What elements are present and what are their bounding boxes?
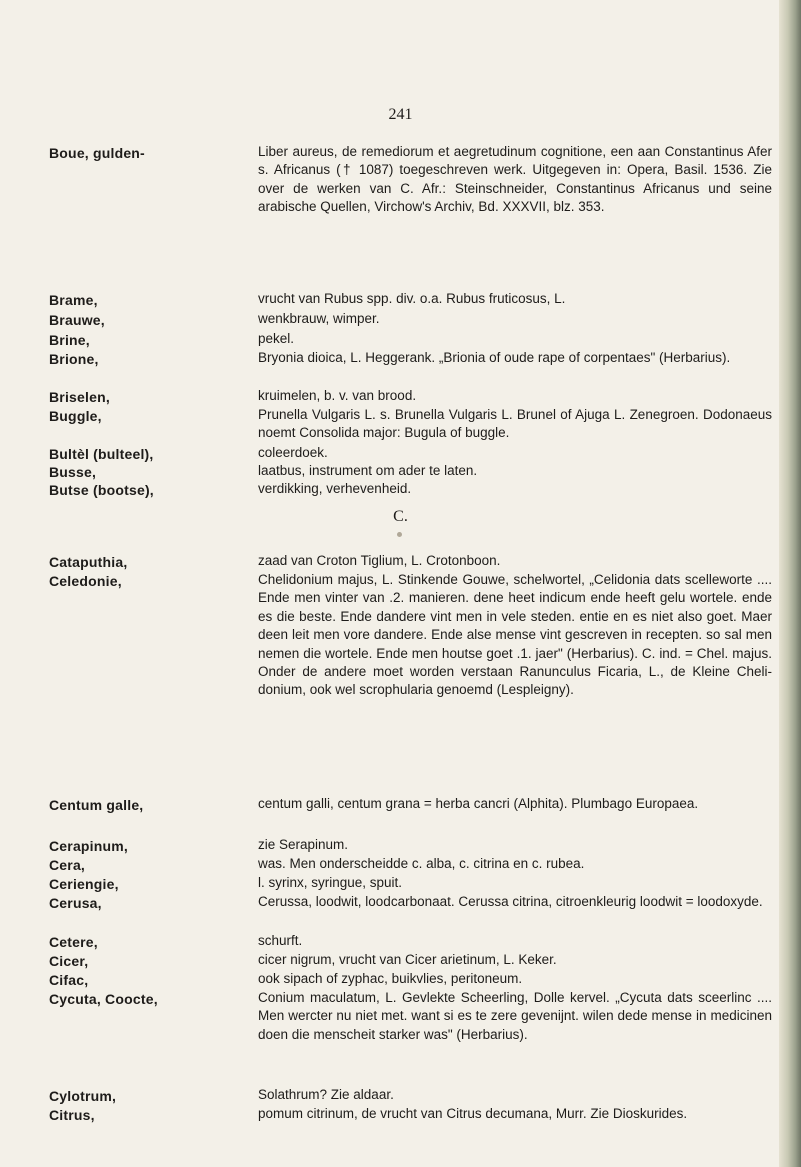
entry-term: Centum galle,: [49, 797, 144, 813]
entry-term: Citrus,: [49, 1107, 95, 1123]
entry-term: Brine,: [49, 332, 90, 348]
entry-definition: coleerdoek.: [258, 445, 328, 460]
entry-term: Brione,: [49, 351, 99, 367]
entry-term: Cycuta, Coocte,: [49, 991, 158, 1007]
entry-definition: Bryonia dioica, L. Heggerank. „Brionia of oude rape of corpentaes" (Herbarius).: [258, 350, 731, 365]
entry-term: Cicer,: [49, 953, 89, 969]
entry-definition: was. Men onderscheidde c. alba, c. citrina en c. rubea.: [258, 856, 585, 871]
entry-term: Cerapinum,: [49, 838, 129, 854]
entry-definition: Cerussa, loodwit, loodcarbonaat. Cerussa citrina, citroenkleurig loodwit = loodoxyde.: [258, 894, 763, 909]
section-heading: C.: [393, 508, 408, 525]
entry-definition: pomum citrinum, de vrucht van Citrus decumana, Murr. Zie Dioskurides.: [258, 1106, 688, 1121]
printer-mark: [397, 532, 402, 537]
entry-definition: zaad van Croton Tiglium, L. Crotonboon.: [258, 553, 501, 568]
entry-definition: Chelidonium majus, L. Stinkende Gouwe, schelwortel, „Celidonia dats scelleworte .... Ende men vinter van .2. manieren. dene heet indicum ende heeft gelu wortele. ende es die beste. Ende dandere vint men in vele steden. entie en es niet also goet. Maer deen leit men vore dandere. Ende alse mense vint gescreven in recepten. so sal men nemen die wortele. Ende men houtse goet .1. jaer" (Herbarius). C. ind. = Chel. majus. Onder de andere moet worden verstaan Ranunculus Ficaria, L., de Kleine Chelidonium, ook wel scrophularia genoemd (Lespleigny).: [258, 572, 772, 698]
entry-term: Brauwe,: [49, 312, 105, 328]
entry-definition: centum galli, centum grana = herba cancri (Alphita). Plumbago Europaea.: [258, 796, 699, 811]
entry-term: Buggle,: [49, 408, 102, 424]
entry-term: Butse (bootse),: [49, 482, 154, 498]
entry-term: Brame,: [49, 292, 98, 308]
entry-definition: ook sipach of zyphac, buikvlies, peritoneum.: [258, 971, 523, 986]
entry-term: Cerusa,: [49, 895, 102, 911]
entry-definition: verdikking, verhevenheid.: [258, 481, 412, 496]
entry-term: Cifac,: [49, 972, 89, 988]
entry-definition: Conium maculatum, L. Gevlekte Scheerling, Dolle kervel. „Cycuta dats sceerlinc .... Men wercter nu niet met. want si es te zere gevenijnt. wilen dede mense in medicinen doen die menscheit starker was" (Herbarius).: [258, 990, 772, 1042]
entry-definition: kruimelen, b. v. van brood.: [258, 388, 417, 403]
entry-term: Boue, gulden-: [49, 145, 145, 161]
entry-term: Briselen,: [49, 389, 110, 405]
entry-term: Cetere,: [49, 934, 98, 950]
entry-term: Cylotrum,: [49, 1088, 117, 1104]
entry-definition: schurft.: [258, 933, 303, 948]
entry-term: Celedonie,: [49, 573, 122, 589]
entry-term: Busse,: [49, 464, 97, 480]
entry-term: Cera,: [49, 857, 86, 873]
entry-definition: Solathrum? Zie aldaar.: [258, 1087, 394, 1102]
entry-term: Ceriengie,: [49, 876, 119, 892]
entry-definition: Liber aureus, de remediorum et aegretudinum cognitione, een aan Constantinus Afer s. Africanus († 1087) toegeschreven werk. Uitgegeven in: Opera, Basil. 1536. Zie over de werken van C. Afr.: Steinschneider, Constantinus Africanus und seine arabische Quellen, Virchow's Archiv, Bd. XXXVII, blz. 353.: [258, 144, 772, 215]
entry-term: Bultèl (bulteel),: [49, 446, 154, 462]
page-edge: [779, 0, 801, 1167]
entry-definition: laatbus, instrument om ader te laten.: [258, 463, 478, 478]
entry-definition: wenkbrauw, wimper.: [258, 311, 380, 326]
page-number: 241: [388, 106, 413, 123]
entry-term: Cataputhia,: [49, 554, 128, 570]
entry-definition: vrucht van Rubus spp. div. o.a. Rubus fruticosus, L.: [258, 291, 566, 306]
entry-definition: cicer nigrum, vrucht van Cicer arietinum, L. Keker.: [258, 952, 557, 967]
entry-definition: l. syrinx, syringue, spuit.: [258, 875, 403, 890]
entry-definition: zie Serapinum.: [258, 837, 349, 852]
entry-definition: Prunella Vulgaris L. s. Brunella Vulgaris L. Brunel of Ajuga L. Zenegroen. Dodonaeus noemt Consolida major: Bugula of buggle.: [258, 407, 772, 441]
entry-definition: pekel.: [258, 331, 295, 346]
